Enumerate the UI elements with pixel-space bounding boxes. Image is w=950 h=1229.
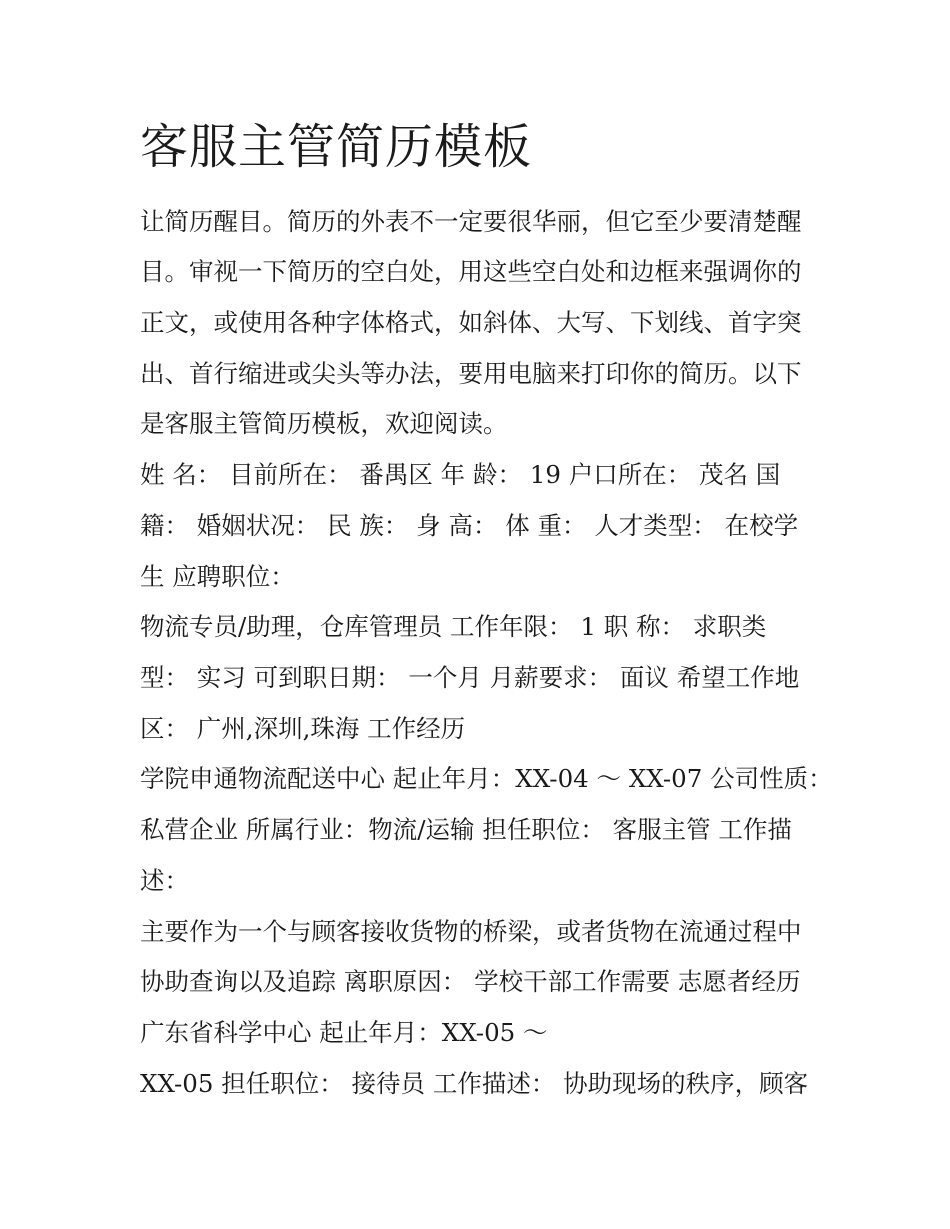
- body-line: 协助查询以及追踪 离职原因： 学校干部工作需要 志愿者经历: [140, 967, 801, 996]
- body-line: 广东省科学中心 起止年月：XX-05 ～: [140, 1018, 548, 1047]
- body-line: 生 应聘职位：: [140, 562, 295, 591]
- body-line: 籍： 婚姻状况： 民 族： 身 高： 体 重： 人才类型： 在校学: [140, 511, 799, 540]
- document-title: 客服主管简历模板: [140, 119, 533, 175]
- body-line: 学院申通物流配送中心 起止年月：XX-04 ～ XX-07 公司性质：: [140, 764, 833, 793]
- body-line: 物流专员/助理，仓库管理员 工作年限： 1 职 称： 求职类: [140, 612, 767, 641]
- body-line: 主要作为一个与顾客接收货物的桥梁，或者货物在流通过程中: [140, 917, 802, 946]
- body-line: 型： 实习 可到职日期： 一个月 月薪要求： 面议 希望工作地: [140, 663, 800, 692]
- body-line: 让简历醒目。简历的外表不一定要很华丽，但它至少要清楚醒: [140, 207, 802, 236]
- body-line: 正文，或使用各种字体格式，如斜体、大写、下划线、首字突: [140, 308, 802, 337]
- body-line: 私营企业 所属行业：物流/运输 担任职位： 客服主管 工作描: [140, 815, 792, 844]
- body-line: 区： 广州,深圳,珠海 工作经历: [140, 714, 466, 743]
- body-line: 述：: [140, 866, 189, 895]
- body-line: XX-05 担任职位： 接待员 工作描述： 协助现场的秩序，顾客: [140, 1069, 809, 1098]
- body-line: 姓 名： 目前所在： 番禺区 年 龄： 19 户口所在： 茂名 国: [140, 460, 781, 489]
- body-line: 出、首行缩进或尖头等办法，要用电脑来打印你的简历。以下: [140, 359, 802, 388]
- body-line: 目。审视一下简历的空白处，用这些空白处和边框来强调你的: [140, 257, 802, 286]
- body-line: 是客服主管简历模板，欢迎阅读。: [140, 409, 508, 438]
